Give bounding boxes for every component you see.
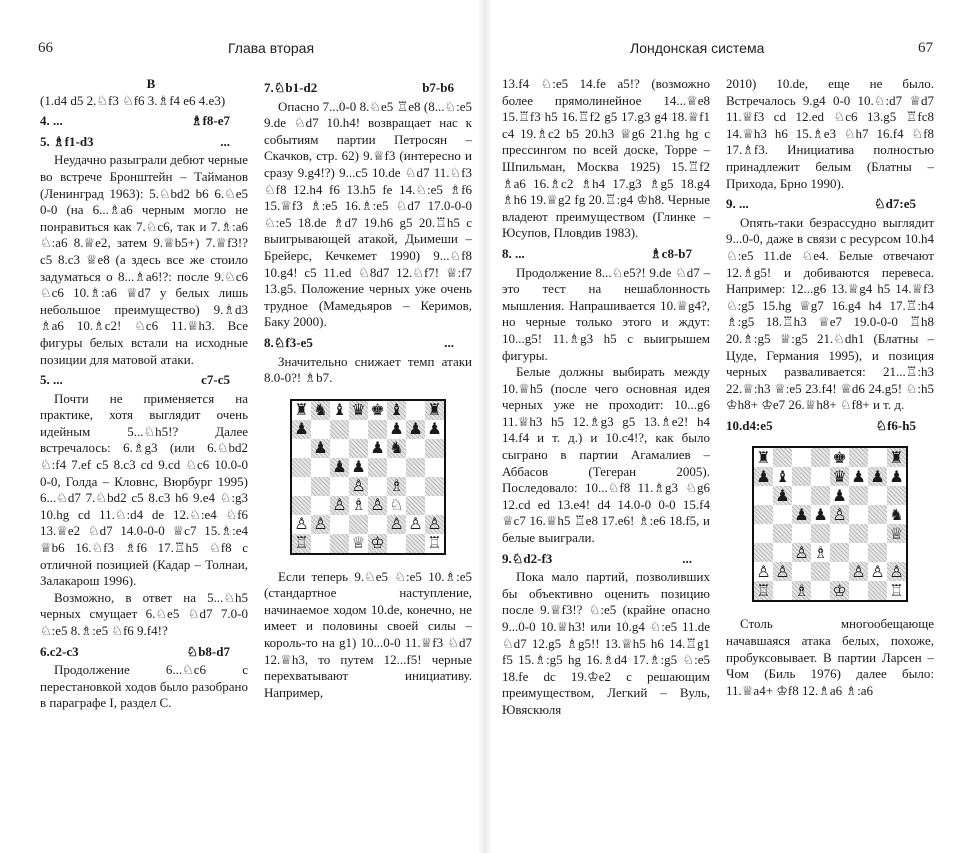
column-3 bbox=[502, 76, 710, 719]
board-square bbox=[811, 562, 830, 581]
board-square: ♗ bbox=[387, 477, 406, 496]
move-black: ... bbox=[444, 334, 454, 350]
board-square bbox=[811, 486, 830, 505]
right-running-title: Лондонская система bbox=[630, 40, 765, 56]
paragraph: Пока мало партий, позволивших бы объективно оценить позицию после 9.♕f3!? ♘:e5 (крайне опасно 9...0-0 10.♕h3! или 10.g4 ♘:e5 11.de ♘d7 12.g5 ♗g5!! 13.♕h5 h6 14.♖g1 f5 15.♗:g5 hg 16.♗d4 17.♗:g5 ♘:e5 18.fe dc 19.♔e2 с решающим преимуществом, Легкий – Вуль, Ювяскюля bbox=[502, 569, 710, 717]
board-square bbox=[368, 458, 387, 477]
board-square bbox=[849, 581, 868, 600]
board-square: ♟ bbox=[349, 458, 368, 477]
board-square: ♝ bbox=[330, 401, 349, 420]
board-square: ♞ bbox=[311, 401, 330, 420]
board-square: ♙ bbox=[311, 515, 330, 534]
board-square: ♙ bbox=[849, 562, 868, 581]
board-square bbox=[330, 439, 349, 458]
board-square: ♜ bbox=[292, 401, 311, 420]
board-square: ♖ bbox=[425, 534, 444, 553]
board-square bbox=[849, 524, 868, 543]
board-square: ♕ bbox=[887, 524, 906, 543]
board-square: ♙ bbox=[349, 477, 368, 496]
board-square bbox=[792, 486, 811, 505]
move-white: 5. ♗f1-d3 bbox=[40, 133, 94, 149]
board-square: ♙ bbox=[754, 562, 773, 581]
board-square: ♗ bbox=[349, 496, 368, 515]
paragraph: Белые должны выбирать между 10.♕h5 (после чего основная идея черных уже не проходит: 10...g6 11.♕h3 h5 12.♗g3 g5 13.♗e2! h4 14.f4 и т. д.) и 10.c4!?, как было сыграно в партии Агамалиев – Аббасов (Тегеран 2005). Последовало: 10...♘f8 11.♗g3 ♘g6 12.cd ed 13.e4! d4 14.0-0 0-0 15.f4 ♕c7 16.♕h5 ♖e8 17.e6! ♗:e6 18.f5, и белые выиграли. bbox=[502, 364, 710, 546]
board-square bbox=[830, 562, 849, 581]
board-square bbox=[811, 581, 830, 600]
board-square bbox=[387, 458, 406, 477]
board-square: ♝ bbox=[387, 401, 406, 420]
board-square: ♙ bbox=[330, 496, 349, 515]
paragraph: Возможно, в ответ на 5...♘h5 черных смущает 6.♘e5 ♘d7 7.0-0 ♘:e5 8.♗:e5 ♘f6 9.f4!? bbox=[40, 589, 248, 638]
board-square bbox=[311, 534, 330, 553]
board-square bbox=[830, 524, 849, 543]
board-square: ♚ bbox=[830, 448, 849, 467]
board-square: ♟ bbox=[368, 439, 387, 458]
move-line bbox=[40, 134, 248, 151]
move-black: ♗c8-b7 bbox=[650, 245, 692, 261]
move-line bbox=[502, 551, 710, 568]
board-square: ♟ bbox=[387, 420, 406, 439]
board-square: ♟ bbox=[406, 420, 425, 439]
column-2 bbox=[264, 76, 472, 701]
board-square bbox=[849, 543, 868, 562]
board-square bbox=[830, 543, 849, 562]
board-square bbox=[406, 439, 425, 458]
board-square bbox=[406, 534, 425, 553]
board-square: ♟ bbox=[868, 467, 887, 486]
board-square bbox=[754, 524, 773, 543]
left-page-number: 66 bbox=[38, 40, 53, 56]
board-square: ♟ bbox=[830, 486, 849, 505]
paragraph: Продолжение 6...♘c6 с перестановкой ходов было разобрано в параграфе I, раздел С. bbox=[40, 662, 248, 711]
board-square bbox=[330, 477, 349, 496]
board-square bbox=[311, 496, 330, 515]
board-square: ♘ bbox=[387, 496, 406, 515]
column-1 bbox=[40, 76, 248, 712]
board-square: ♟ bbox=[292, 420, 311, 439]
board-square bbox=[425, 458, 444, 477]
board-square: ♛ bbox=[830, 467, 849, 486]
board-square bbox=[330, 420, 349, 439]
board-square bbox=[425, 477, 444, 496]
board-square bbox=[754, 486, 773, 505]
paragraph: Столь многообещающе начавшаяся атака белых, похоже, пробуксовывает. В партии Ларсен – Чом (Биль 1976) далее было: 11.♕a4+ ♔f8 12.♗a6 ♗:a6 bbox=[726, 616, 934, 698]
move-line bbox=[40, 372, 248, 389]
move-black: b7-b6 bbox=[422, 80, 454, 95]
board-square: ♙ bbox=[773, 562, 792, 581]
board-square bbox=[887, 543, 906, 562]
board-square bbox=[292, 439, 311, 458]
move-white: 9. ... bbox=[726, 196, 749, 212]
move-line bbox=[264, 335, 472, 352]
board-square bbox=[387, 534, 406, 553]
chess-diagram bbox=[290, 399, 446, 555]
board-square: ♖ bbox=[754, 581, 773, 600]
board-square: ♞ bbox=[387, 439, 406, 458]
move-line bbox=[40, 113, 248, 130]
board-square: ♙ bbox=[887, 562, 906, 581]
board-square: ♟ bbox=[311, 439, 330, 458]
column-4 bbox=[726, 76, 934, 699]
board-square bbox=[311, 458, 330, 477]
board-square: ♞ bbox=[887, 505, 906, 524]
board-square bbox=[811, 524, 830, 543]
board-square bbox=[773, 543, 792, 562]
board-square bbox=[406, 401, 425, 420]
right-page-number: 67 bbox=[918, 40, 933, 56]
paragraph: 2010) 10.de, еще не было. Встречалось 9.g4 0-0 10.♘:d7 ♕d7 11.♕f3 cd 12.ed ♘c6 13.g5 ♖fc8 14.♕h3 h6 15.♗e3 ♘h7 16.f4 ♘f8 17.♗f3. Инициатива полностью принадлежит белым (Блатны – Прихода, Брно 1990). bbox=[726, 76, 934, 191]
board-square bbox=[773, 448, 792, 467]
board-square: ♜ bbox=[754, 448, 773, 467]
move-black: c7-c5 bbox=[201, 372, 230, 388]
board-square: ♟ bbox=[887, 467, 906, 486]
move-black: ... bbox=[682, 550, 692, 566]
board-square bbox=[368, 515, 387, 534]
board-square: ♙ bbox=[368, 496, 387, 515]
board-square: ♟ bbox=[330, 458, 349, 477]
board-square bbox=[887, 486, 906, 505]
move-white: 9.♘d2-f3 bbox=[502, 550, 553, 566]
paragraph: 13.f4 ♘:e5 14.fe a5!? (возможно более прямолинейное 14...♕e8 15.♖f3 h5 16.♖f2 g5 17.g3 g4 18.♕f1 c4 19.♗c2 b5 20.h3 ♕g6 21.hg hg с прессингом по всей доске, Торре – Шпильман, Москва 1925) 15.♖f2 ♗a6 16.♗c2 ♗h4 17.g3 ♗g5 18.g4 ♗h6 19.♕g2 fg 20.♖:g4 ♔h8. Черные владеют преимуществом (Глинке – Юсупов, Пловдив 1983). bbox=[502, 76, 710, 241]
move-white: 8.♘f3-e5 bbox=[264, 334, 313, 350]
board-square bbox=[868, 448, 887, 467]
board-square: ♟ bbox=[792, 505, 811, 524]
board-square: ♙ bbox=[387, 515, 406, 534]
paragraph: Значительно снижает темп атаки 8.0-0?! ♗b7. bbox=[264, 353, 472, 386]
board-square: ♙ bbox=[792, 543, 811, 562]
move-white: 8. ... bbox=[502, 245, 525, 261]
board-square: ♜ bbox=[425, 401, 444, 420]
board-square: ♟ bbox=[754, 467, 773, 486]
board-square bbox=[349, 515, 368, 534]
board-square bbox=[868, 543, 887, 562]
board-square bbox=[773, 505, 792, 524]
board-square bbox=[425, 439, 444, 458]
paragraph: Если теперь 9.♘e5 ♘:e5 10.♗:e5 (стандартное наступление, начинаемое ходом 10.de, конечно, не имеет и половины своей силы – король-то на g1) 10...0-0 11.♕f3 ♘d7 12.♕h3, то путем 12...f5! черные перехватывают инициативу. Например, bbox=[264, 568, 472, 700]
paragraph: Продолжение 8...♘e5?! 9.de ♘d7 – это тест на нешаблонность мышления. Напрашивается 10.♕g4?, но черные только этого и ждут: 10...g5! 11.♗g3 h5 с выигрышем фигуры. bbox=[502, 264, 710, 363]
board-square: ♖ bbox=[292, 534, 311, 553]
board-square: ♙ bbox=[406, 515, 425, 534]
move-white: 10.d4:e5 bbox=[726, 417, 773, 433]
board-square: ♗ bbox=[792, 581, 811, 600]
paragraph: Опасно 7...0-0 8.♘e5 ♖e8 (8...♘:e5 9.de ♘d7 10.h4! возвращает нас к событиям партии Петросян – Скачков, стр. 62) 9.♕f3 (интересно и сразу 9.g4!?) 9...c5 10.de ♘d7 11.♘f3 ♘f8 12.h4 f6 13.h5 fe 14.♘:e5 ♗f6 15.♕f3 ♗:e5 16.♗:e5 ♘d7 17.0-0-0 ♘:e5 18.de ♗d7 19.h6 g5 20.♖h5 с выигрывающей атакой, Дьимеши – Брейерс, Кечкемет 1990) 9...♘f8 10.g4! c5 11.ed ♘8d7 12.♘f7! ♕:f7 13.g5. Положение черных уже очень трудное (Мамедьяров – Керимов, Баку 2000). bbox=[264, 98, 472, 330]
board-square bbox=[406, 496, 425, 515]
board-square bbox=[349, 420, 368, 439]
move-black: ♗f8-e7 bbox=[190, 113, 230, 129]
board-square: ♟ bbox=[773, 486, 792, 505]
board-square bbox=[792, 562, 811, 581]
board-square bbox=[425, 496, 444, 515]
board-square: ♕ bbox=[349, 534, 368, 553]
paragraph: (1.d4 d5 2.♘f3 ♘f6 3.♗f4 e6 4.e3) bbox=[40, 92, 226, 108]
board-square: ♙ bbox=[425, 515, 444, 534]
board-square bbox=[849, 486, 868, 505]
board-square bbox=[406, 477, 425, 496]
left-running-title: Глава вторая bbox=[228, 40, 315, 56]
board-square bbox=[868, 505, 887, 524]
board-square bbox=[792, 524, 811, 543]
board-square: ♜ bbox=[887, 448, 906, 467]
board-square bbox=[349, 439, 368, 458]
board-square bbox=[849, 448, 868, 467]
chess-diagram bbox=[752, 446, 908, 602]
board-square: ♟ bbox=[811, 505, 830, 524]
board-square bbox=[368, 420, 387, 439]
board-square bbox=[368, 477, 387, 496]
move-line bbox=[726, 196, 934, 213]
board-square bbox=[754, 505, 773, 524]
paragraph: Почти не применяется на практике, хотя выглядит очень идейным 5...♘h5!? Далее встречалось: 6.♗g3 (или 6.♘bd2 ♘:f4 7.ef c5 8.c3 cd 9.cd ♘c6 10.0-0 0-0, Голда – Кловнс, Вюрбург 1995) 6...♘d7 7.♘bd2 c5 8.c3 h6 9.e4 ♘:g3 10.hg cd 11.♘:d4 de 12.♘:e4 ♘f6 13.♕e2 ♘d7 14.0-0-0 ♕c7 15.♗:e4 ♕b6 16.♘f3 ♗f6 17.♖h5 ♘f8 с отличной позицией (Кадар – Толнаи, Залакарош 1996). bbox=[40, 390, 248, 589]
board-square bbox=[292, 477, 311, 496]
board-square bbox=[754, 543, 773, 562]
move-black: ♘f6-h5 bbox=[875, 417, 916, 433]
board-square: ♟ bbox=[425, 420, 444, 439]
board-square: ♟ bbox=[849, 467, 868, 486]
board-square bbox=[849, 505, 868, 524]
book-gutter bbox=[478, 0, 492, 853]
board-square: ♗ bbox=[811, 543, 830, 562]
board-square bbox=[330, 515, 349, 534]
board-square bbox=[811, 448, 830, 467]
board-square bbox=[292, 496, 311, 515]
move-black: ♘b8-d7 bbox=[186, 643, 230, 659]
move-line bbox=[726, 418, 934, 435]
move-white: 6.c2-c3 bbox=[40, 643, 79, 659]
move-white: 4. ... bbox=[40, 113, 63, 129]
move-line bbox=[264, 80, 472, 97]
board-square bbox=[868, 524, 887, 543]
board-square bbox=[311, 420, 330, 439]
board-square bbox=[311, 477, 330, 496]
board-square bbox=[792, 467, 811, 486]
board-square: ♝ bbox=[773, 467, 792, 486]
board-square bbox=[406, 458, 425, 477]
board-square bbox=[868, 486, 887, 505]
move-black: ... bbox=[220, 133, 230, 149]
move-white: 5. ... bbox=[40, 372, 63, 388]
board-square bbox=[773, 581, 792, 600]
board-square: ♔ bbox=[830, 581, 849, 600]
board-square: ♙ bbox=[830, 505, 849, 524]
move-line bbox=[502, 246, 710, 263]
board-square: ♔ bbox=[368, 534, 387, 553]
board-square bbox=[868, 581, 887, 600]
board-square: ♙ bbox=[868, 562, 887, 581]
move-black: ♘d7:e5 bbox=[874, 196, 916, 212]
board-square: ♚ bbox=[368, 401, 387, 420]
board-square: ♛ bbox=[349, 401, 368, 420]
board-square: ♙ bbox=[292, 515, 311, 534]
board-square bbox=[330, 534, 349, 553]
board-square bbox=[773, 524, 792, 543]
move-white: 7.♘b1-d2 bbox=[264, 80, 318, 95]
board-square bbox=[811, 467, 830, 486]
section-heading: В bbox=[146, 76, 156, 91]
board-square: ♖ bbox=[887, 581, 906, 600]
paragraph: Опять-таки безрассудно выглядит 9...0-0, даже в связи с ресурсом 10.h4 ♘:e5 11.de ♘e4. Белые отвечают 12.♗g5! и добиваются перевеса. Например: 12...g6 13.♕g4 h5 14.♕f3 ♘:g5 15.hg ♕g7 16.g4 h4 17.♖:h4 ♗:g5 18.♖h3 ♕e7 19.0-0-0 ♖h8 20.♗:g5 ♕:g5 21.♘dh1 (Блатны – Цуде, Германия 1995), и позиция черных разваливается: 21...♖:h3 22.♕:h3 ♕:e5 23.f4! ♕d6 24.g5! ♘:h5 ♔h8+ ♔e7 26.♕h8+ ♘f8+ и т. д. bbox=[726, 214, 934, 413]
paragraph: Неудачно разыграли дебют черные во встрече Бронштейн – Тайманов (Ленинград 1963): 5.♘bd2 b6 6.♘e5 0-0 (на 6...♗a6 черным могло не понравиться как 7.♘c6, так и 7.♗:a6 ♘:a6 8.♕e2, затем 9.♕b5+) 7.♕f3!? c5 8.c3 ♕e8 (а здесь все же стоило задуматься о 8...♗a6!?: после 9.♘c6 ♘c6 10.♗:a6 ♕d7 у белых лишь небольшое преимущество) 9.♗d3 ♗a6 10.♗c2! ♘c6 11.♕h3. Все фигуры белых встали на исходные позиции для матовой атаки. bbox=[40, 152, 248, 367]
move-line bbox=[40, 644, 248, 661]
board-square bbox=[792, 448, 811, 467]
board-square bbox=[292, 458, 311, 477]
